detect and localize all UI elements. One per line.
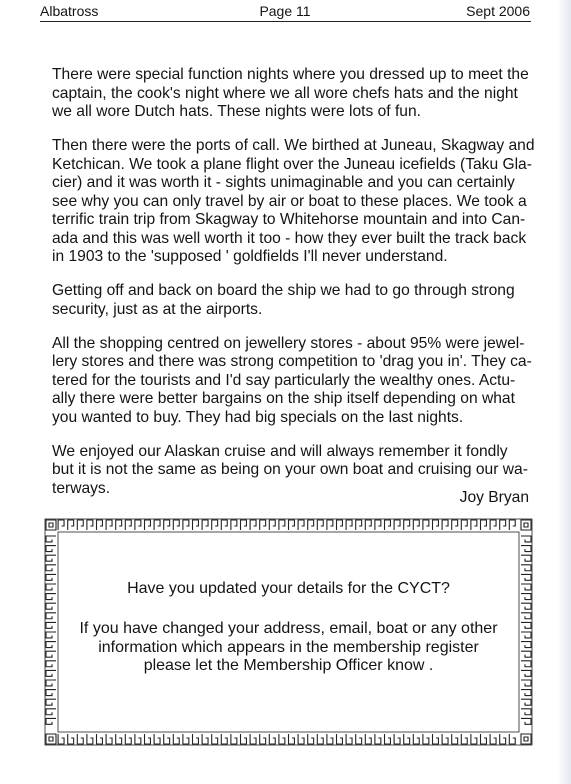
text-line: in 1903 to the 'supposed ' goldfields I'll never understand. [52, 248, 448, 265]
text-line: terrific train trip from Skagway to Whitehorse mountain and into Can- [52, 211, 526, 228]
text-line: terways. [52, 479, 111, 497]
text-line: but it is not the same as being on your own boat and cruising our wa- [52, 461, 528, 478]
text-line: captain, the cook's night where we all wore chefs hats and the night [52, 84, 518, 102]
notice-line: information which appears in the membership register [98, 638, 479, 656]
text-line: see why you can only travel by air or boat to these places. We took a [52, 192, 527, 210]
article-body [52, 66, 534, 514]
header-rule [40, 21, 531, 22]
text-line: cier) and it was worth it - sights unimaginable and you can certainly [52, 174, 515, 191]
paragraph-shopping [52, 335, 534, 428]
text-line: ada and this was well worth it too - how they ever built the track back [52, 229, 527, 247]
text-line: lery stores and there was strong competition to 'drag you in'. They ca- [52, 353, 532, 370]
text-line: We enjoyed our Alaskan cruise and will always remember it fondly [52, 442, 508, 460]
text-line: security, just as at the airports. [52, 300, 263, 318]
text-line: we all wore Dutch hats. These nights were lots of fun. [52, 103, 421, 120]
publication-name: Albatross [40, 3, 99, 19]
notice-heading: Have you updated your details for the CYCT? [127, 580, 450, 597]
text-line: Ketchican. We took a plane flight over the Juneau icefields (Taku Gla- [52, 155, 532, 173]
notice-line: If you have changed your address, email, boat or any other [79, 620, 498, 637]
text-line: Then there were the ports of call. We birthed at Juneau, Skagway and [52, 137, 535, 154]
text-line: ally there were better bargains on the ship itself depending on what [52, 390, 515, 407]
paragraph-ports-of-call [52, 137, 534, 267]
text-line: tered for the tourists and I'd say particularly the wealthy ones. Actu- [52, 371, 516, 389]
text-line: Getting off and back on board the ship we had to go through strong [52, 282, 515, 299]
paragraph-function-nights [52, 66, 534, 122]
membership-notice-box [44, 518, 533, 746]
author-signature: Joy Bryan [459, 489, 529, 506]
text-line: All the shopping centred on jewellery stores - about 95% were jewel- [52, 334, 525, 352]
page-number: Page 11 [259, 3, 311, 19]
running-header [40, 0, 530, 21]
notice-body [64, 620, 513, 676]
text-line: There were special function nights where you dressed up to meet the [52, 66, 529, 83]
text-line: you wanted to buy. They had big specials on the last nights. [52, 408, 464, 426]
notice-line: please let the Membership Officer know . [143, 657, 434, 674]
page-edge-shadow [557, 0, 571, 784]
issue-date: Sept 2006 [466, 3, 530, 19]
paragraph-security [52, 282, 534, 319]
